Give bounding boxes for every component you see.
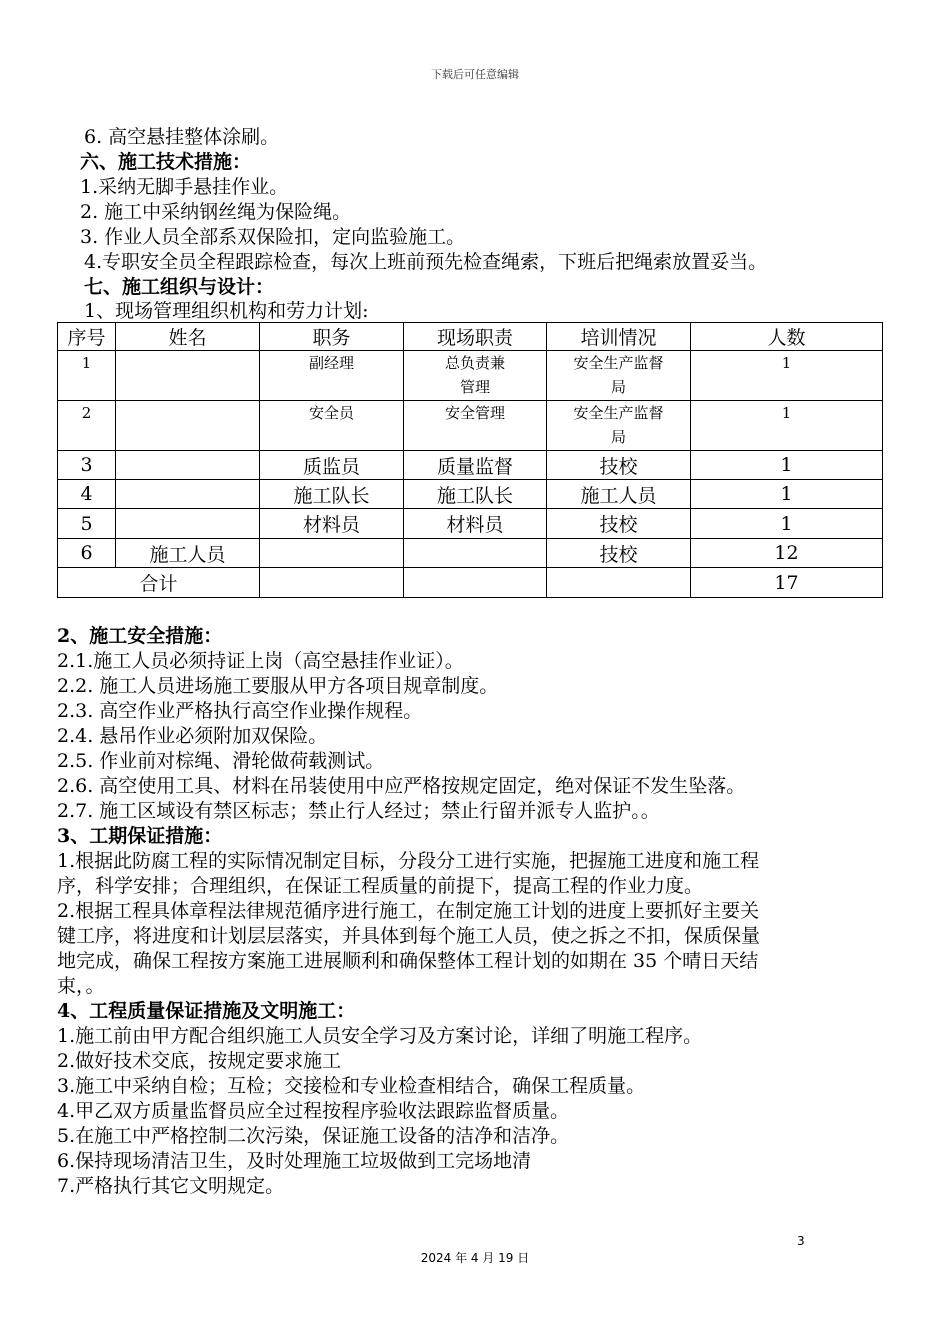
text-line: 地完成，确保工程按方案施工进展顺利和确保整体工程计划的如期在 35 个晴日天结 <box>57 950 759 972</box>
total-value: 17 <box>691 568 883 598</box>
text-line: 2.5. 作业前对棕绳、滑轮做荷载测试。 <box>57 750 385 772</box>
text-line: 键工序，将进度和计划层层落实，并具体到每个施工人员，使之拆之不扣，保质保量 <box>57 925 761 947</box>
text-line: 5.在施工中严格控制二次污染，保证施工设备的洁净和洁净。 <box>57 1125 570 1147</box>
table-total-row <box>58 568 883 598</box>
text-line: 1.根据此防腐工程的实际情况制定目标，分段分工进行实施，把握施工进度和施工程 <box>57 850 760 872</box>
text-line: 束，。 <box>57 975 105 997</box>
table-cell <box>116 509 260 539</box>
text-line: 2.1.施工人员必须持证上岗（高空悬挂作业证）。 <box>57 650 464 672</box>
table-cell <box>260 568 404 598</box>
table-cell: 1 <box>691 480 883 509</box>
text-line: 1.施工前由甲方配合组织施工人员安全学习及方案讨论，详细了明施工程序。 <box>57 1025 703 1047</box>
table-cell: 安全员 <box>260 401 404 451</box>
header-cell: 培训情况 <box>547 323 691 351</box>
section-heading: 4、工程质量保证措施及文明施工： <box>57 1000 356 1022</box>
text-line: 2.3. 高空作业严格执行高空作业操作规程。 <box>57 700 423 722</box>
table-cell: 4 <box>58 480 116 509</box>
table-cell: 质量监督 <box>404 451 547 480</box>
text-line: 2.做好技术交底，按规定要求施工 <box>57 1050 342 1072</box>
table-cell <box>404 351 547 401</box>
table-cell: 12 <box>691 539 883 568</box>
table-cell <box>116 401 260 451</box>
table-cell: 1 <box>691 401 883 451</box>
table-cell <box>547 401 691 451</box>
table-row <box>58 539 883 568</box>
text-line: 序，科学安排；合理组织，在保证工程质量的前提下，提高工程的作业力度。 <box>57 875 704 897</box>
table-cell: 施工队长 <box>404 480 547 509</box>
section-heading: 七、施工组织与设计： <box>84 276 275 298</box>
cell-line: 总负责兼 管理 <box>444 354 505 396</box>
table-cell: 1 <box>691 451 883 480</box>
table-cell: 2 <box>58 401 116 451</box>
text-line: 7.严格执行其它文明规定。 <box>57 1175 285 1197</box>
table-header-row <box>58 323 883 351</box>
section-heading: 2、施工安全措施： <box>57 625 223 647</box>
table-row <box>58 480 883 509</box>
staff-table <box>57 322 883 598</box>
table-cell: 施工人员 <box>116 539 260 568</box>
table-cell: 1 <box>691 351 883 401</box>
page-number: 3 <box>797 1234 805 1248</box>
table-cell <box>404 568 547 598</box>
text-line: 6. 高空悬挂整体涂刷。 <box>84 126 280 148</box>
table-cell: 材料员 <box>404 509 547 539</box>
table-cell: 材料员 <box>260 509 404 539</box>
text-line: 2.2. 施工人员进场施工要服从甲方各项目规章制度。 <box>57 675 499 697</box>
text-line: 1.采纳无脚手悬挂作业。 <box>80 176 289 198</box>
text-line: 1、现场管理组织机构和劳力计划: <box>84 300 369 322</box>
table-cell: 1 <box>691 509 883 539</box>
table-cell: 施工人员 <box>547 480 691 509</box>
section-heading: 3、工期保证措施： <box>57 825 223 847</box>
table-cell <box>547 351 691 401</box>
table-row <box>58 451 883 480</box>
table-cell: 副经理 <box>260 351 404 401</box>
table-cell: 安全管理 <box>404 401 547 451</box>
page-header: 下载后可任意编辑 <box>431 68 519 81</box>
table-row <box>58 509 883 539</box>
table-cell <box>116 480 260 509</box>
section-heading: 六、施工技术措施： <box>80 151 252 173</box>
table-cell <box>260 539 404 568</box>
text-line: 2. 施工中采纳钢丝绳为保险绳。 <box>80 201 352 223</box>
table-cell: 6 <box>58 539 116 568</box>
text-line: 3. 作业人员全部系双保险扣，定向监验施工。 <box>80 226 466 248</box>
text-line: 4.专职安全员全程跟踪检查，每次上班前预先检查绳索，下班后把绳索放置妥当。 <box>84 251 768 273</box>
table-cell <box>116 351 260 401</box>
table-cell <box>404 539 547 568</box>
table-cell: 技校 <box>547 451 691 480</box>
text-line: 6.保持现场清洁卫生，及时处理施工垃圾做到工完场地清 <box>57 1150 532 1172</box>
table-row <box>58 401 883 451</box>
table-cell <box>116 451 260 480</box>
table-cell: 施工队长 <box>260 480 404 509</box>
table-cell: 技校 <box>547 539 691 568</box>
text-line: 2.6. 高空使用工具、材料在吊装使用中应严格按规定固定，绝对保证不发生坠落。 <box>57 775 746 797</box>
text-line: 2.根据工程具体章程法律规范循序进行施工，在制定施工计划的进度上要抓好主要关 <box>57 900 760 922</box>
table-cell <box>547 568 691 598</box>
table-cell: 1 <box>58 351 116 401</box>
page-footer-date: 2024 年 4 月 19 日 <box>420 1251 530 1265</box>
table-cell: 3 <box>58 451 116 480</box>
cell-line: 安全生产监督 局 <box>573 404 664 446</box>
text-line: 3.施工中采纳自检；互检；交接检和专业检查相结合，确保工程质量。 <box>57 1075 646 1097</box>
total-label: 合计 <box>58 568 260 598</box>
header-cell: 姓名 <box>116 323 260 351</box>
cell-line: 安全生产监督 局 <box>573 354 664 396</box>
text-line: 2.7. 施工区域设有禁区标志；禁止行人经过；禁止行留并派专人监护。。 <box>57 800 660 822</box>
header-cell: 职务 <box>260 323 404 351</box>
text-line: 4.甲乙双方质量监督员应全过程按程序验收法跟踪监督质量。 <box>57 1100 570 1122</box>
text-line: 2.4. 悬吊作业必须附加双保险。 <box>57 725 328 747</box>
header-cell: 现场职责 <box>404 323 547 351</box>
table-cell: 5 <box>58 509 116 539</box>
header-cell: 人数 <box>691 323 883 351</box>
table-row <box>58 351 883 401</box>
table-cell: 技校 <box>547 509 691 539</box>
table-cell: 质监员 <box>260 451 404 480</box>
header-cell: 序号 <box>58 323 116 351</box>
